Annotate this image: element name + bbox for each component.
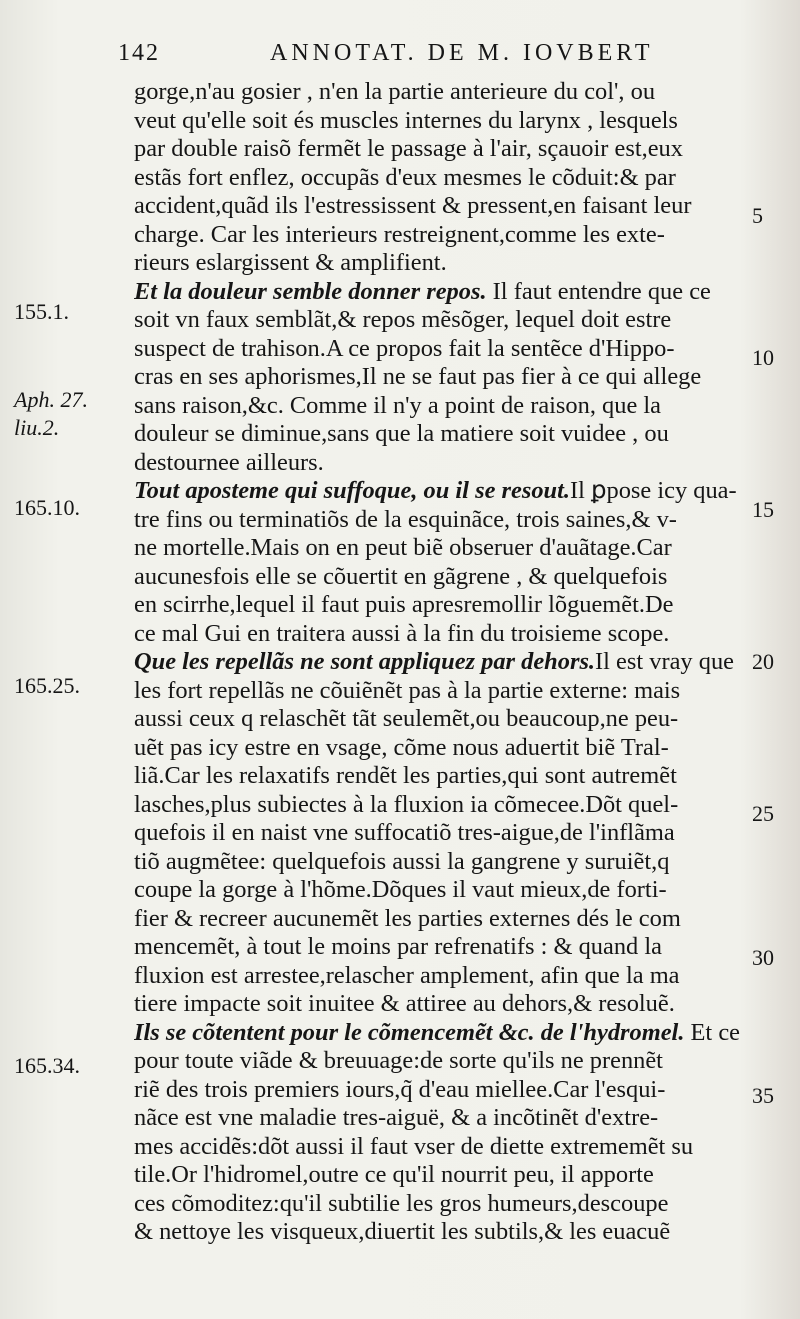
text-line: tiõ augmẽtee: quelquefois aussi la gangrene y suruiẽt,q	[134, 847, 670, 875]
text-line: Que les repellãs ne sont appliquez par dehors.Il est vray que	[134, 648, 734, 675]
margin-reference: 165.10.	[14, 495, 80, 520]
text-line: par double raisõ fermẽt le passage à l'air, sçauoir est,eux	[134, 135, 683, 162]
margin-reference: liu.2.	[14, 415, 60, 440]
text-line: aussi ceux q relaschẽt tãt seulemẽt,ou beaucoup,ne peu-	[134, 705, 679, 732]
text-line: suspect de trahison.A ce propos fait la sentẽce d'Hippo-	[134, 334, 675, 362]
text-line: ne mortelle.Mais on en peut biẽ obseruer d'auãtage.Car	[134, 534, 672, 561]
text-line: douleur se diminue,sans que la matiere soit vuidee , ou	[134, 420, 669, 447]
text-line: en scirrhe,lequel il faut puis apresremollir lõguemẽt.De	[134, 591, 674, 618]
text-line: & nettoye les visqueux,diuertit les subtils,& les euacuẽ	[134, 1218, 671, 1245]
lemma: Ils se cõtentent pour le cõmencemẽt &c. de l'hydromel.	[134, 1018, 685, 1046]
margin-reference: 165.34.	[14, 1053, 80, 1078]
line-number: 10	[752, 345, 774, 370]
text-line: cras en ses aphorismes,Il ne se faut pas fier à ce qui allege	[134, 363, 702, 390]
text-line: nãce est vne maladie tres-aiguë, & a incõtinẽt d'extre-	[134, 1104, 659, 1131]
line-number: 5	[752, 203, 763, 228]
text-line: rieurs eslargissent & amplifient.	[134, 249, 447, 276]
lemma: Tout aposteme qui suffoque, ou il se resout.	[134, 477, 570, 504]
text-line: quefois il en naist vne suffocatiõ tres-aigue,de l'inflãma	[134, 819, 675, 846]
text-line: les fort repellãs ne cõuiẽnẽt pas à la partie externe: mais	[134, 676, 681, 704]
text-line: aucunesfois elle se cõuertit en gãgrene , & quelquefois	[134, 562, 668, 590]
text-line: lasches,plus subiectes à la fluxion ia cõmecee.Dõt quel-	[134, 790, 679, 818]
text-line: Tout aposteme qui suffoque, ou il se resout.Il ꝑpose icy qua-	[134, 477, 737, 504]
running-header	[118, 40, 678, 72]
margin-reference: 165.25.	[14, 673, 80, 698]
line-number: 25	[752, 801, 774, 826]
text-line: mes accidẽs:dõt aussi il faut vser de diette extrememẽt su	[134, 1132, 694, 1160]
margin-reference: Aph. 27.	[14, 387, 88, 412]
text-line: charge. Car les interieurs restreignent,comme les exte-	[134, 220, 665, 248]
text-line: fier & recreer aucunemẽt les parties externes dés le com	[134, 904, 681, 932]
line-number: 35	[752, 1083, 774, 1108]
text-line: destournee ailleurs.	[134, 448, 324, 476]
page-number: 142	[118, 40, 160, 66]
text-line: Et la douleur semble donner repos. Il faut entendre que ce	[134, 277, 711, 305]
line-number: 30	[752, 945, 774, 970]
text-line: soit vn faux semblãt,& repos mẽsõger, lequel doit estre	[134, 306, 672, 333]
text-line: veut qu'elle soit és muscles internes du larynx , lesquels	[134, 106, 678, 134]
text-line: coupe la gorge à l'hõme.Dõques il vaut mieux,de forti-	[134, 876, 667, 903]
text-line: sans raison,&c. Comme il n'y a point de raison, que la	[134, 391, 661, 419]
text-line: mencemẽt, à tout le moins par refrenatifs : & quand la	[134, 933, 662, 960]
text-line: ces cõmoditez:qu'il subtilie les gros humeurs,descoupe	[134, 1189, 669, 1217]
text-line: fluxion est arrestee,relascher amplement, afin que la ma	[134, 961, 680, 989]
margin-reference: 155.1.	[14, 299, 69, 324]
lemma: Et la douleur semble donner repos.	[134, 277, 487, 305]
text-line: accident,quãd ils l'estressissent & pressent,en faisant leur	[134, 192, 692, 219]
text-line: gorge,n'au gosier , n'en la partie anterieure du col', ou	[134, 78, 656, 105]
text-line: Ils se cõtentent pour le cõmencemẽt &c. de l'hydromel. Et ce	[134, 1018, 740, 1046]
line-number: 15	[752, 497, 774, 522]
running-title: ANNOTAT. DE M. IOVBERT	[270, 40, 654, 66]
text-line: pour toute viãde & breuuage:de sorte qu'ils ne prennẽt	[134, 1047, 663, 1074]
text-line: estãs fort enflez, occupãs d'eux mesmes le cõduit:& par	[134, 163, 676, 191]
text-line: uẽt pas icy estre en vsage, cõme nous aduertit biẽ Tral-	[134, 733, 669, 761]
lemma: Que les repellãs ne sont appliquez par dehors.	[134, 648, 596, 675]
text-line: tiere impacte soit inuitee & attiree au dehors,& resoluẽ.	[134, 990, 675, 1017]
text-line: ce mal Gui en traitera aussi à la fin du troisieme scope.	[134, 619, 670, 647]
text-line: tile.Or l'hidromel,outre ce qu'il nourrit peu, il apporte	[134, 1161, 654, 1188]
text-line: tre fins ou terminatiõs de la esquinãce, trois saines,& v-	[134, 505, 677, 533]
text-line: liã.Car les relaxatifs rendẽt les parties,qui sont autremẽt	[134, 762, 677, 789]
text-line: riẽ des trois premiers iours,q̃ d'eau miellee.Car l'esqui-	[134, 1075, 666, 1103]
line-number: 20	[752, 649, 774, 674]
